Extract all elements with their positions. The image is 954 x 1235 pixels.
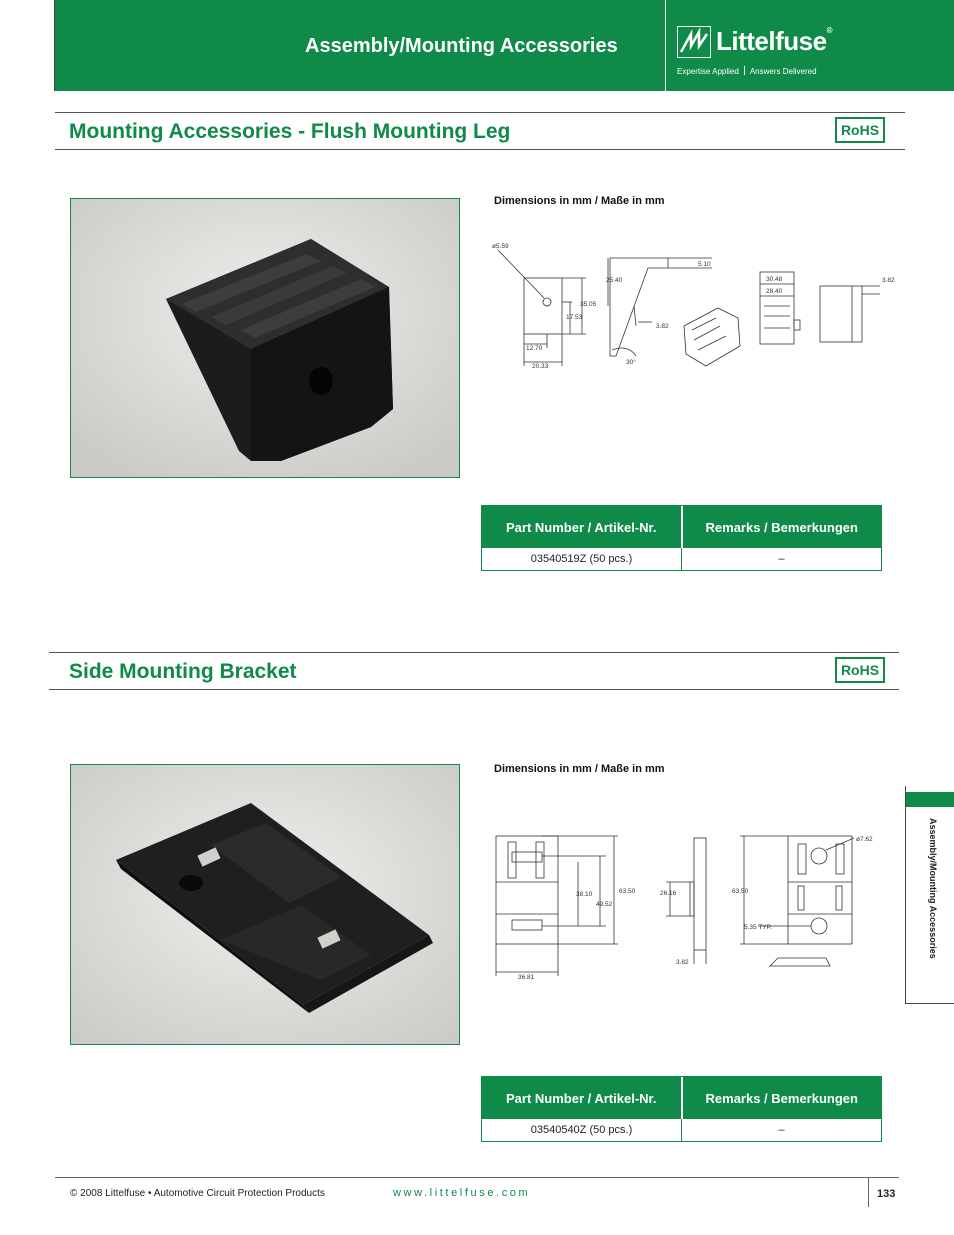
dim-h1: 35.05 [580, 301, 597, 308]
littelfuse-logo [677, 26, 857, 78]
column-header-remarks: Remarks / Bemerkungen [681, 506, 882, 548]
dim-w1: 12.70 [526, 345, 543, 352]
side-tab-label: Assembly/Mounting Accessories [928, 818, 938, 959]
column-header-part-number: Part Number / Artikel-Nr. [505, 519, 657, 535]
footer-divider [868, 1177, 869, 1207]
logo-wordmark: Littelfuse® [716, 26, 832, 56]
dimensions-label: Dimensions in mm / Maße in mm [494, 195, 665, 207]
footer-website-link[interactable]: www.littelfuse.com [393, 1187, 531, 1199]
logo-tagline: Expertise Applied Answers Delivered [677, 67, 817, 76]
product-photo-side-mounting-bracket [70, 764, 460, 1045]
section-header-side-mounting-bracket [49, 652, 899, 690]
section-title: Mounting Accessories - Flush Mounting Leg [69, 120, 511, 143]
cell-part-number: 03540540Z (50 pcs.) [530, 1124, 633, 1136]
page-number: 133 [877, 1188, 896, 1200]
column-header-remarks: Remarks / Bemerkungen [681, 1077, 882, 1119]
dim-w1: 36.81 [518, 974, 535, 981]
dim-t2: 3.82 [656, 323, 669, 330]
footer-rule [55, 1177, 899, 1178]
dim-angle: 30° [626, 359, 636, 366]
technical-drawing-side-mounting-bracket [488, 826, 900, 984]
cell-remarks: – [681, 548, 881, 570]
product-photo-flush-mounting-leg [70, 198, 460, 478]
page-header-title: Assembly/Mounting Accessories [305, 35, 618, 57]
dim-w2: 20.33 [532, 363, 549, 370]
dim-h3: 63.50 [619, 888, 636, 895]
dim-r1: 63.50 [732, 888, 749, 895]
cell-part-number: 03540519Z (50 pcs.) [530, 553, 633, 565]
dim-typ: 5.35 TYP. [744, 924, 772, 931]
dim-t1: 5.10 [698, 261, 711, 268]
table-row [482, 548, 881, 570]
parts-table-flush-mounting-leg [481, 505, 882, 571]
dim-f1: 30.48 [766, 276, 783, 283]
side-mounting-bracket-image [71, 765, 460, 1045]
side-chapter-tab [905, 786, 954, 1004]
technical-drawing-flush-mounting-leg [488, 236, 900, 376]
section-title: Side Mounting Bracket [69, 660, 297, 683]
table-header [482, 506, 881, 548]
section-header-flush-mounting-leg [55, 112, 905, 150]
dim-hole: ø5.59 [492, 243, 509, 250]
header-divider [665, 0, 666, 91]
footer-copyright: © 2008 Littelfuse • Automotive Circuit Protection Products [70, 1188, 325, 1199]
littelfuse-logo-mark-icon [677, 26, 711, 58]
table-header [482, 1077, 881, 1119]
dimensions-label: Dimensions in mm / Maße in mm [494, 763, 665, 775]
parts-table-side-mounting-bracket [481, 1076, 882, 1142]
dim-h3: 25.40 [606, 277, 623, 284]
dim-h1: 38.10 [576, 891, 593, 898]
dim-hole: ø7.62 [856, 836, 873, 843]
column-header-part-number: Part Number / Artikel-Nr. [505, 1090, 657, 1106]
rohs-badge: RoHS [835, 657, 885, 683]
rohs-badge: RoHS [835, 117, 885, 143]
side-tab-accent-bar [906, 792, 954, 807]
flush-mounting-leg-image [71, 199, 460, 478]
table-row [482, 1119, 881, 1141]
dim-s2: 3.82 [676, 959, 689, 966]
dim-h2: 49.52 [596, 901, 613, 908]
dim-h2: 17.53 [566, 314, 583, 321]
dim-s1: 26.16 [660, 890, 677, 897]
dim-e1: 3.82 [882, 277, 895, 284]
dim-f2: 28.40 [766, 288, 783, 295]
cell-remarks: – [681, 1119, 881, 1141]
